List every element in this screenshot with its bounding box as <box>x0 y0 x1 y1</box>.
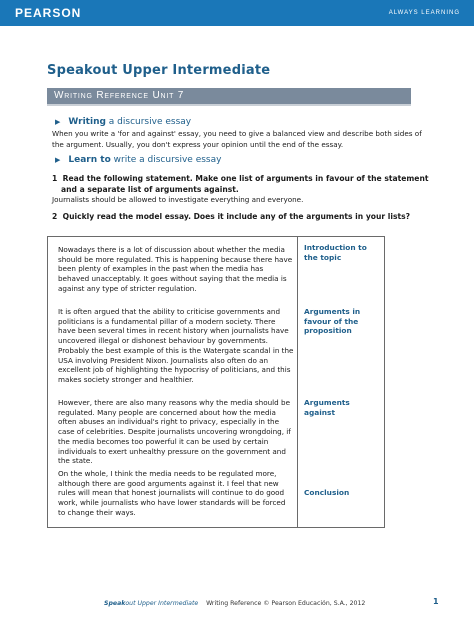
footer <box>104 600 365 607</box>
pearson-logo: PEARSON <box>15 6 82 20</box>
essay-paragraph-for: It is often argued that the ability to criticise governments and politicians is a fundamental pillar of a modern society. There have been several times in recent history when journalists have uncovered illegal or dishonest behaviour by governments. Probably the best example of this is the Watergate scandal in the USA involving President Nixon. Journalists also often do an excellent job of highlighting the hypocrisy of politicians, and this makes society stronger and healthier. <box>58 307 294 384</box>
triangle-bullet-icon: ▶ <box>55 118 61 126</box>
tagline: ALWAYS LEARNING <box>388 10 460 16</box>
label-introduction: Introduction to the topic <box>304 243 367 262</box>
writing-heading <box>55 117 191 127</box>
statement: Journalists should be allowed to investigate everything and everyone. <box>52 195 304 204</box>
footer-text: Writing Reference © Pearson Educación, S.A., 2012 <box>206 600 366 607</box>
model-essay-box <box>47 236 385 528</box>
essay-paragraph-against: However, there are also many reasons why the media should be regulated. Many people are concerned about how the media often abuses an individual's right to privacy, especially in the case of celebrities. Despite journalists uncovering wrongdoing, if the media becomes too powerful it can be used by certain individuals to exert unhealthy pressure on the government and the state. <box>58 398 291 466</box>
essay-paragraph-conclusion: On the whole, I think the media needs to be regulated more, although there are good arguments against it. I feel that new rules will mean that honest journalists will continue to do good work, while journalists who have lower standards will be forced to change their ways. <box>58 469 286 517</box>
triangle-bullet-icon: ▶ <box>55 156 61 164</box>
label-arguments-against: Arguments against <box>304 398 350 417</box>
column-divider <box>297 237 298 527</box>
question-2-number: 2 <box>52 212 58 221</box>
question-1-number: 1 <box>52 174 58 183</box>
question-1-line-2: and a separate list of arguments against. <box>61 184 239 194</box>
footer-brand <box>104 600 198 607</box>
label-arguments-for: Arguments in favour of the proposition <box>304 307 361 336</box>
writing-heading-rest: a discursive essay <box>108 117 192 127</box>
footer-brand-strong: Speak <box>104 600 126 607</box>
page-number: 1 <box>433 597 439 606</box>
footer-brand-rest: out Upper Intermediate <box>125 600 199 607</box>
label-conclusion: Conclusion <box>304 488 350 497</box>
question-2 <box>52 212 437 223</box>
section-title: Writing Reference Unit 7 <box>54 90 185 101</box>
section-band <box>47 88 411 106</box>
writing-heading-strong: Writing <box>68 117 106 127</box>
question-1-line-1: Read the following statement. Make one list of arguments in favour of the statement <box>62 174 429 183</box>
essay-paragraph-intro: Nowadays there is a lot of discussion about whether the media should be more regulated. This is happening because there have been plenty of examples in the past when the media has behaved unacceptably. It goes without saying that the media is against any type of stricter regulation. <box>58 245 293 293</box>
learn-heading-strong: Learn to <box>68 155 111 165</box>
top-banner <box>0 0 474 26</box>
question-2-text: Quickly read the model essay. Does it include any of the arguments in your lists? <box>62 212 411 221</box>
page-title: Speakout Upper Intermediate <box>47 63 271 78</box>
learn-heading-rest: write a discursive essay <box>113 155 222 165</box>
intro-paragraph: When you write a 'for and against' essay, you need to give a balanced view and describe both sides of the argument. Usually, you don't express your opinion until the end of the essay. <box>52 129 422 149</box>
learn-heading <box>55 155 221 165</box>
question-1 <box>52 174 437 195</box>
